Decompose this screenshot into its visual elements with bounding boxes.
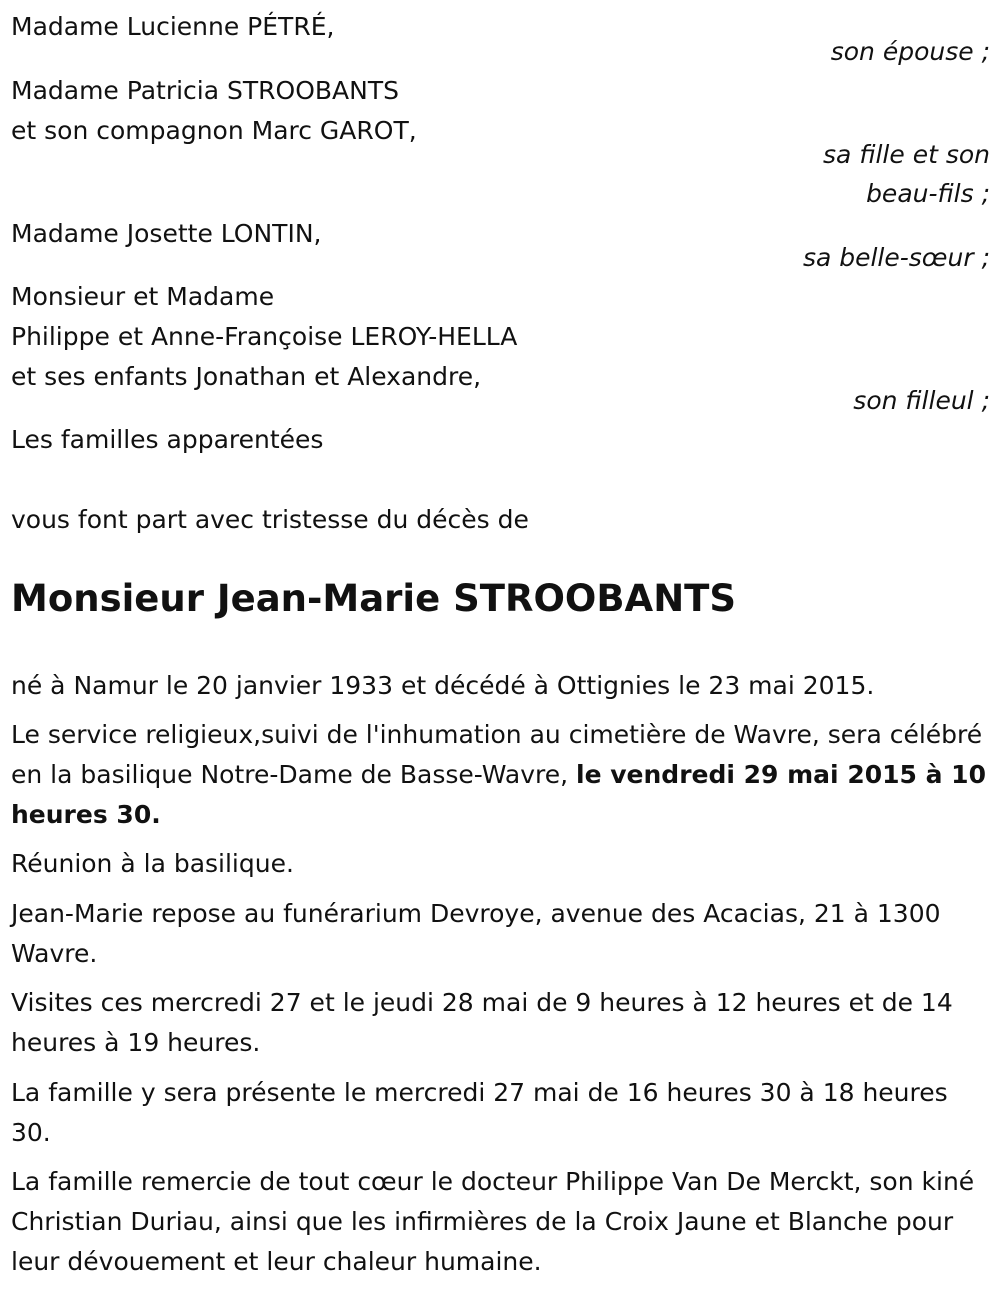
mourner-line: Madame Lucienne PÉTRÉ,	[11, 12, 335, 41]
mourner-line: Philippe et Anne-Françoise LEROY-HELLA	[11, 322, 518, 351]
thanks-paragraph: La famille remercie de tout cœur le docteur Philippe Van De Merckt, son kiné Christian Duriau, ainsi que les infirmières de la Croix Jaune et Blanche pour leur dévouement et leur chaleur humaine.	[11, 1167, 975, 1276]
mourner-line: Les familles apparentées	[11, 425, 324, 454]
relation-label: beau-fils ;	[866, 179, 990, 208]
visits-paragraph: Visites ces mercredi 27 et le jeudi 28 mai de 9 heures à 12 heures et de 14 heures à 19 heures.	[11, 988, 953, 1057]
service-text: Le service religieux,suivi de l'inhumation au cimetière de Wavre, sera célébré en la basilique Notre-Dame de Basse-Wavre,	[11, 720, 983, 789]
mourner-line: et son compagnon Marc GAROT,	[11, 116, 417, 145]
announcement-text: vous font part avec tristesse du décès de	[11, 505, 529, 534]
relation-label: sa belle-sœur ;	[802, 243, 990, 272]
mourner-line: Madame Josette LONTIN,	[11, 219, 322, 248]
mourner-line: Monsieur et Madame	[11, 282, 275, 311]
funerarium-paragraph: Jean-Marie repose au funérarium Devroye, avenue des Acacias, 21 à 1300 Wavre.	[11, 899, 941, 968]
deceased-name: Monsieur Jean-Marie STROOBANTS	[11, 577, 737, 620]
service-paragraph	[11, 715, 993, 835]
mourner-line: et ses enfants Jonathan et Alexandre,	[11, 362, 482, 391]
mourner-line: Madame Patricia STROOBANTS	[11, 76, 399, 105]
service-datetime: le vendredi 29 mai 2015 à 10 heures 30.	[11, 760, 986, 829]
reunion-paragraph: Réunion à la basilique.	[11, 849, 294, 878]
family-presence-paragraph: La famille y sera présente le mercredi 27 mai de 16 heures 30 à 18 heures 30.	[11, 1078, 948, 1147]
birth-death-paragraph: né à Namur le 20 janvier 1933 et décédé à Ottignies le 23 mai 2015.	[11, 671, 875, 700]
relation-label: son filleul ;	[853, 386, 990, 415]
relation-label: son épouse ;	[830, 37, 990, 66]
relation-label: sa fille et son	[823, 140, 990, 169]
